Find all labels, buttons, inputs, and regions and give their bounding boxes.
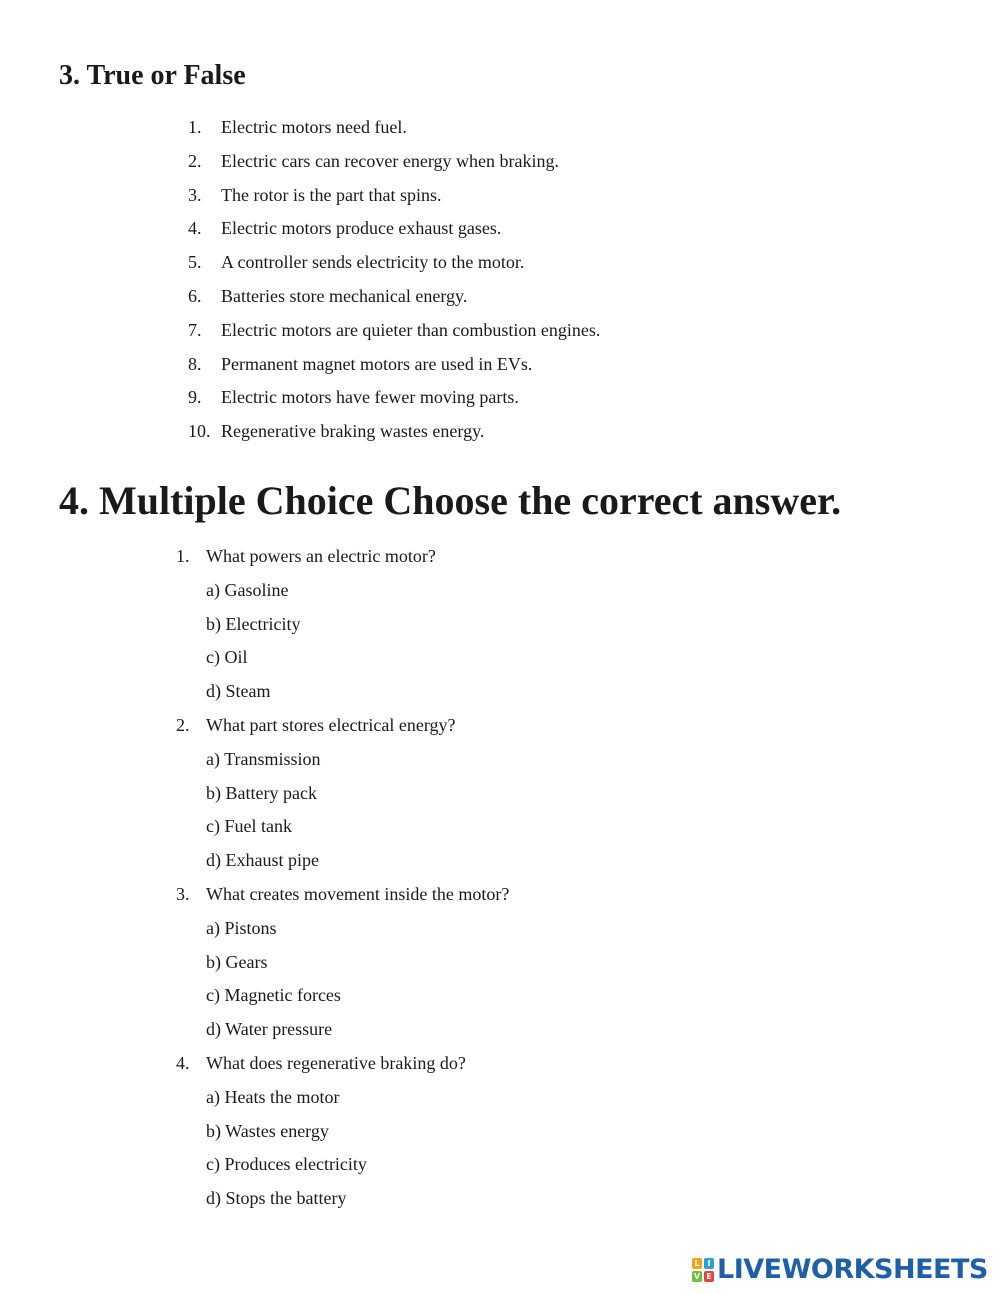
- item-text: Batteries store mechanical energy.: [221, 285, 468, 306]
- answer-option: c) Magnetic forces: [206, 985, 341, 1006]
- answer-option: b) Battery pack: [206, 782, 317, 803]
- question: [176, 1049, 509, 1083]
- question: [176, 711, 509, 745]
- item-number: 4.: [188, 218, 202, 239]
- item-text: Electric motors need fuel.: [221, 117, 407, 137]
- question-text: What powers an electric motor?: [206, 546, 436, 566]
- list-item: [188, 383, 600, 417]
- question-number: 4.: [176, 1052, 190, 1073]
- true-false-title: 3. True or False: [59, 60, 246, 91]
- item-text: Regenerative braking wastes energy.: [221, 421, 485, 442]
- list-item: [188, 350, 600, 384]
- list-item: [188, 417, 600, 451]
- answer-option: b) Gears: [206, 951, 268, 972]
- answer-option: d) Water pressure: [206, 1019, 333, 1040]
- question-number: 1.: [176, 546, 190, 566]
- item-number: 8.: [188, 353, 202, 374]
- answer-option: b) Electricity: [206, 613, 301, 634]
- answer-option: c) Oil: [206, 647, 248, 668]
- answer-option: c) Produces electricity: [206, 1154, 367, 1175]
- liveworksheets-badge-icon: L I V E: [692, 1258, 714, 1282]
- answer-option: a) Gasoline: [206, 579, 289, 600]
- list-item: [188, 316, 600, 350]
- item-number: 5.: [188, 252, 202, 273]
- list-item: [188, 113, 600, 147]
- answer-option: a) Transmission: [206, 748, 321, 769]
- liveworksheets-logo: [692, 1254, 988, 1286]
- item-text: Electric motors are quieter than combustion engines.: [221, 319, 601, 340]
- true-false-list: [188, 113, 600, 451]
- item-text: Permanent magnet motors are used in EVs.: [221, 353, 533, 374]
- item-text: Electric motors produce exhaust gases.: [221, 218, 502, 239]
- list-item: [188, 214, 600, 248]
- item-number: 7.: [188, 319, 202, 340]
- multiple-choice-title: 4. Multiple Choice Choose the correct answer.: [59, 478, 842, 523]
- question: [176, 880, 509, 914]
- item-text: A controller sends electricity to the motor.: [221, 252, 525, 273]
- list-item: [188, 181, 600, 215]
- answer-option: a) Heats the motor: [206, 1086, 340, 1107]
- item-number: 9.: [188, 387, 202, 408]
- answer-option: b) Wastes energy: [206, 1120, 329, 1141]
- question-number: 3.: [176, 883, 190, 904]
- item-number: 2.: [188, 150, 202, 171]
- list-item: [188, 282, 600, 316]
- item-number: 10.: [188, 421, 211, 442]
- question: [176, 542, 509, 576]
- item-text: Electric cars can recover energy when braking.: [221, 150, 559, 171]
- item-number: 3.: [188, 184, 202, 205]
- item-number: 6.: [188, 285, 202, 306]
- multiple-choice-list: [176, 542, 509, 1218]
- list-item: [188, 248, 600, 282]
- item-text: The rotor is the part that spins.: [221, 184, 442, 205]
- list-item: [188, 147, 600, 181]
- answer-option: d) Steam: [206, 681, 271, 702]
- answer-option: c) Fuel tank: [206, 816, 292, 837]
- question-number: 2.: [176, 714, 190, 735]
- logo-text: LIVEWORKSHEETS: [717, 1254, 988, 1285]
- question-text: What part stores electrical energy?: [206, 714, 456, 735]
- answer-option: a) Pistons: [206, 917, 277, 938]
- answer-option: d) Stops the battery: [206, 1188, 347, 1209]
- question-text: What creates movement inside the motor?: [206, 883, 510, 904]
- question-text: What does regenerative braking do?: [206, 1052, 466, 1073]
- answer-option: d) Exhaust pipe: [206, 850, 319, 871]
- item-text: Electric motors have fewer moving parts.: [221, 387, 519, 408]
- item-number: 1.: [188, 117, 202, 137]
